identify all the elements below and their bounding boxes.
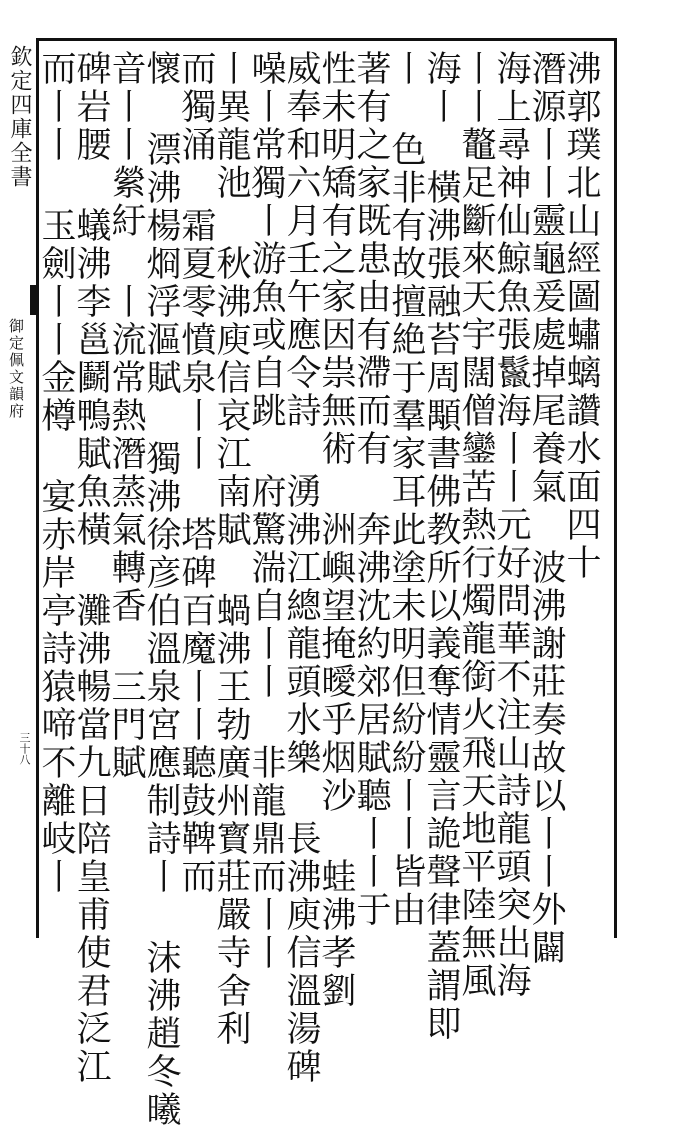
margin-book-subtitle: 御定佩文韻府 (7, 318, 25, 420)
text-column: 而獨涌 霜夏零憤泉丨丨 塔碑百魔丨丨聽鼓鞞而 (176, 50, 216, 896)
text-column: 著有之家既患由有滯而有 奔沸沈約郊居賦聽丨丨于 (351, 50, 391, 929)
text-column: 威奉和六月壬午應令詩 湧沸江總龍頭水樂 長沸庾信溫湯碑 (281, 50, 321, 1086)
text-column: 海上尋神仙鯨魚張鬣海丨丨元好問華不注山詩龍頭突出海 (491, 50, 531, 1000)
text-column: 而丨丨 玉劍丨丨金樽 宴赤岸亭詩猿啼不離岐丨 (36, 50, 76, 896)
margin-page-number: 三十八 (18, 732, 31, 765)
text-column: 丨異龍池 秋沸庾信哀江南賦 蝸沸王勃廣州寳莊嚴寺舍利 (211, 50, 251, 1048)
text-column: 丨 色非有故擅絶于羣家耳此塗未明但紛紛丨丨皆由 (386, 50, 426, 929)
text-column: 懷 漂沸楊烱浮漚賦 獨沸徐彦伯溫泉宮應制詩丨 沫沸趙冬曦 (141, 50, 181, 1129)
text-column: 丨丨鼇足斷來天宇闊僧鑾苦熱行燭龍銜火飛天地平陸無風 (456, 50, 496, 1000)
frame-top-border (36, 38, 616, 41)
text-column: 噪丨常獨丨游魚或自跳 府驚湍自丨丨 非龍鼎而丨丨 (246, 50, 286, 972)
text-column: 沸郭璞北山經圖蟰螭讚水面四十 (561, 50, 601, 582)
text-column: 潛源丨丨靈龜爰處掉尾養氣 波沸謝莊奏故以丨丨外闢 (526, 50, 566, 967)
text-column: 性未明矯有之家因祟無術 洲嶼望掩曖乎烟沙 蛙沸孝劉 (316, 50, 356, 1010)
margin-book-title: 欽定四庫全書 (7, 45, 32, 189)
text-column: 海丨 橫沸張融苔周顒書佛教所以義奪情靈言詭聲律蓋謂即 (421, 50, 461, 1043)
frame-right-border (614, 38, 617, 938)
text-column: 碑岩腰 蟻沸李邕鬬鴨賦魚橫 灘沸暢當九日陪皇甫使君泛江 (71, 50, 111, 1086)
page-margin (0, 0, 36, 959)
text-column: 音丨丨縈紆 丨流常熱潛蒸氣轉香 三門賦 (106, 50, 146, 782)
